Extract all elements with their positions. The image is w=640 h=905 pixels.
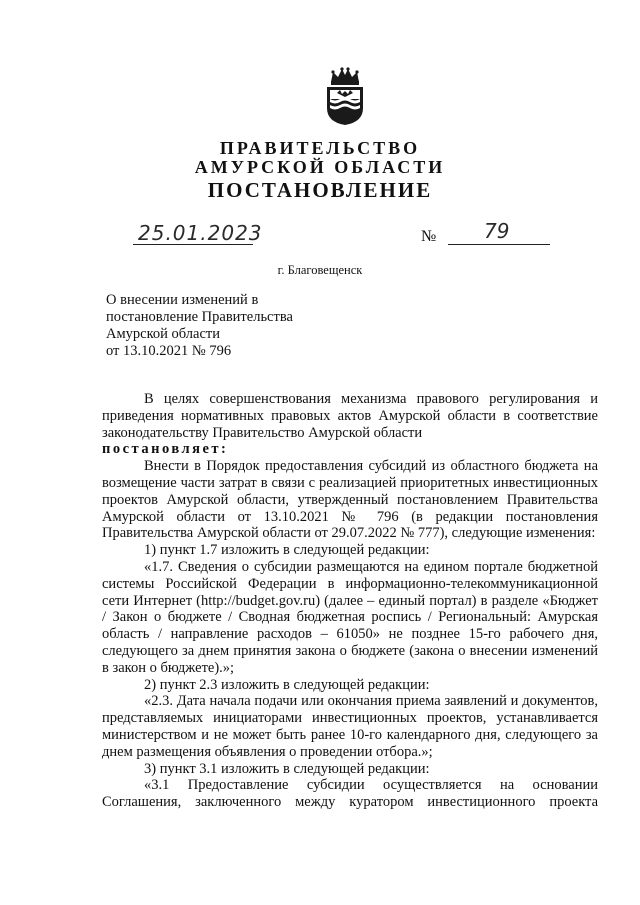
- document-subject: [106, 292, 293, 360]
- preamble-paragraph: В целях совершенствования механизма правового регулирования и приведения нормативных правовых актов Амурской области в соответствие законодательству Правительство Амурской области: [102, 391, 598, 441]
- subject-line: постановление Правительства: [106, 309, 293, 325]
- amur-region-coat-of-arms-icon: [323, 66, 367, 126]
- city-line: г. Благовещенск: [277, 263, 363, 277]
- decree-word: постановляет:: [102, 441, 229, 458]
- document-type: ПОСТАНОВЛЕНИЕ: [207, 178, 433, 202]
- handwritten-number: 79: [484, 219, 510, 243]
- amendment-item-2: 2) пункт 2.3 изложить в следующей редакции:: [144, 676, 430, 693]
- number-underline: [448, 244, 550, 245]
- subject-line: О внесении изменений в: [106, 292, 259, 308]
- amendment-item-3: 3) пункт 3.1 изложить в следующей редакции:: [144, 760, 430, 777]
- organization-name-line1: ПРАВИТЕЛЬСТВО: [219, 138, 421, 158]
- subject-line: от 13.10.2021 № 796: [106, 343, 232, 359]
- subject-line: Амурской области: [106, 326, 220, 342]
- amendment-item-1: 1) пункт 1.7 изложить в следующей редакции:: [144, 542, 430, 559]
- document-body: [102, 391, 598, 811]
- organization-name-line2: АМУРСКОЙ ОБЛАСТИ: [194, 157, 446, 177]
- quoted-clause-3-1: «3.1 Предоставление субсидии осуществляется на основании Соглашения, заключенного между куратором инвестиционного проекта: [102, 777, 598, 811]
- handwritten-date: 25.01.2023: [138, 221, 263, 245]
- amendment-intro-paragraph: Внести в Порядок предоставления субсидий из областного бюджета на возмещение части затрат в связи с реализацией приоритетных инвестиционных проектов Амурской области, утвержденный постановлением Правительства Амурской области от 13.10.2021 № 796 (в редакции постановления Правительства Амурской области от 29.07.2022 № 777), следующие изменения:: [102, 458, 598, 542]
- quoted-clause-1-7: «1.7. Сведения о субсидии размещаются на едином портале бюджетной системы Российской Федерации в информационно-телекоммуникационной сети Интернет (http://budget.gov.ru) (далее – единый портал) в разделе «Бюджет / Закон о бюджете / Сводная бюджетная роспись / Региональный: Амурская область / направление расходов – 61050» не позднее 15-го рабочего дня, следующего за днем принятия закона о бюджете (закона о внесении изменений в закон о бюджете).»;: [102, 558, 598, 676]
- quoted-clause-2-3: «2.3. Дата начала подачи или окончания приема заявлений и документов, представляемых инициаторами инвестиционных проектов, устанавливается министерством и не может быть ранее 10-го календарного дня, следующего за днем размещения объявления о проведении отбора.»;: [102, 693, 598, 760]
- number-label: №: [421, 228, 437, 245]
- date-underline: [133, 244, 253, 245]
